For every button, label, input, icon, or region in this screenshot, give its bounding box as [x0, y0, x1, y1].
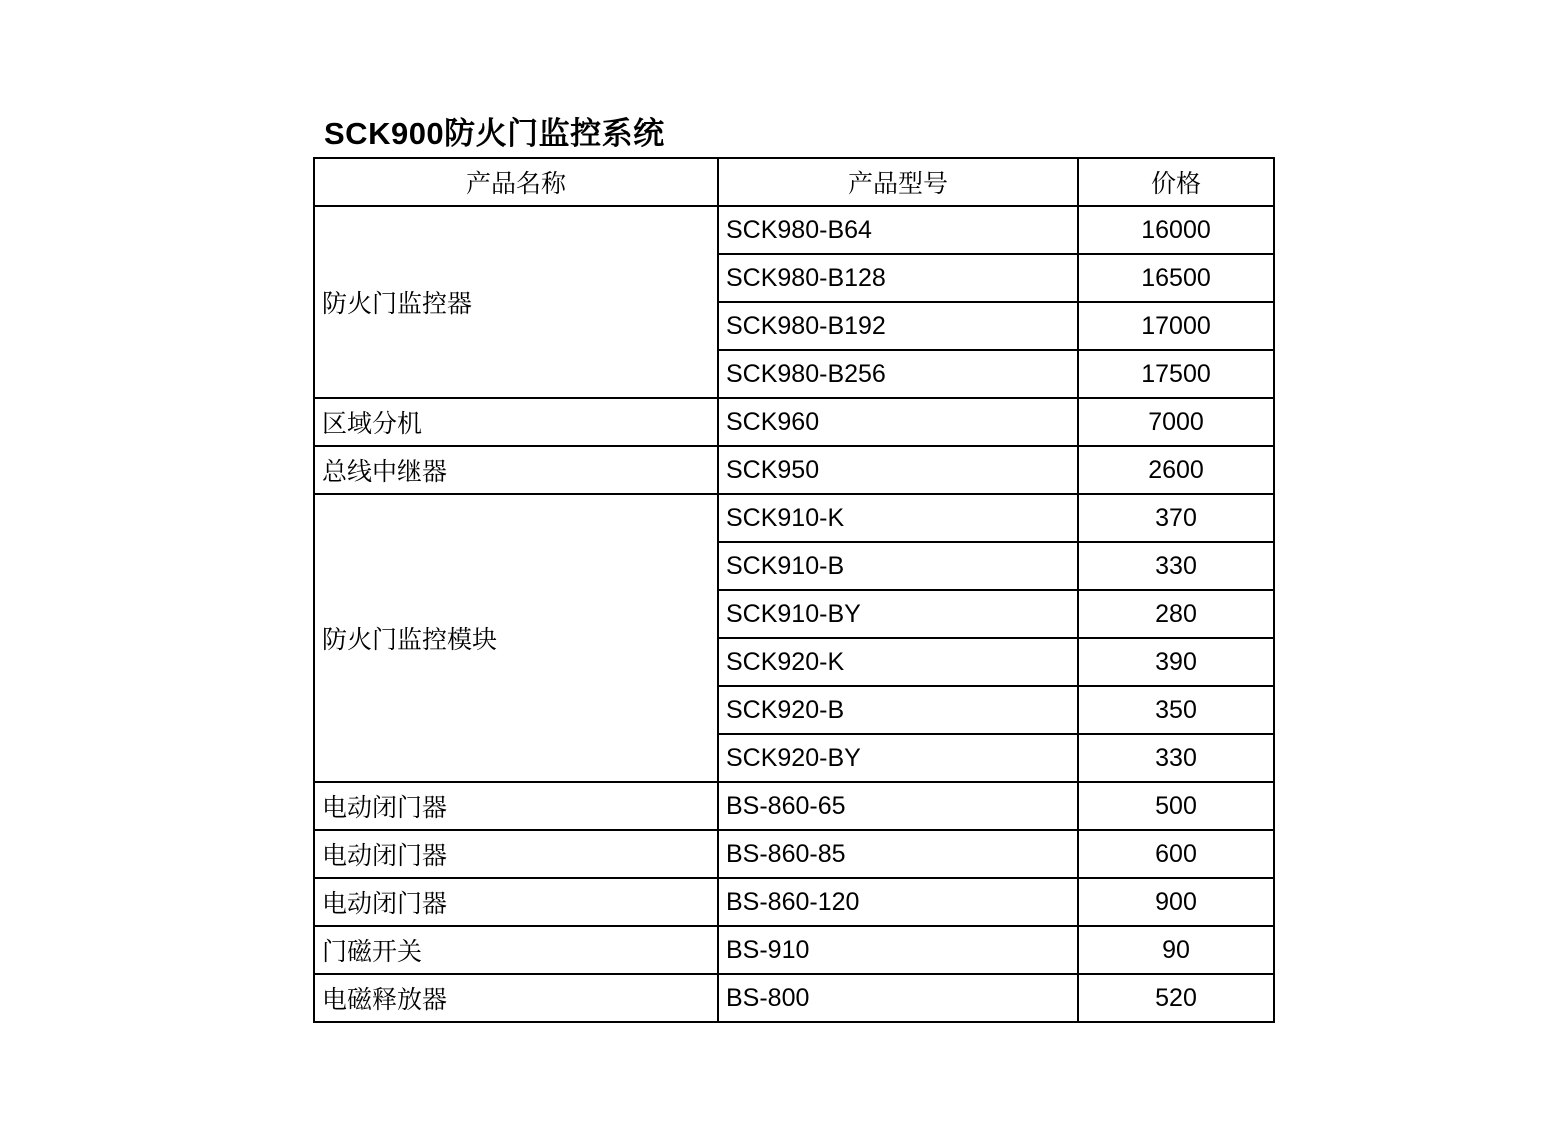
- product-model-cell: SCK920-BY: [718, 734, 1078, 782]
- product-price-cell: 16500: [1078, 254, 1274, 302]
- product-model-cell: BS-910: [718, 926, 1078, 974]
- table-row: [314, 974, 1274, 1022]
- table-row: [314, 206, 1274, 254]
- product-price-cell: 370: [1078, 494, 1274, 542]
- table-row: [314, 926, 1274, 974]
- product-name-cell: 区域分机: [314, 398, 718, 446]
- product-model-cell: SCK980-B192: [718, 302, 1078, 350]
- product-price-cell: 390: [1078, 638, 1274, 686]
- product-price-cell: 280: [1078, 590, 1274, 638]
- product-model-cell: SCK980-B128: [718, 254, 1078, 302]
- header-price: 价格: [1078, 158, 1274, 206]
- product-price-cell: 90: [1078, 926, 1274, 974]
- table-row: [314, 398, 1274, 446]
- product-price-cell: 16000: [1078, 206, 1274, 254]
- price-table: [313, 157, 1275, 1023]
- table-row: [314, 446, 1274, 494]
- product-model-cell: SCK910-K: [718, 494, 1078, 542]
- product-name-cell: 电磁释放器: [314, 974, 718, 1022]
- product-name-cell: 总线中继器: [314, 446, 718, 494]
- table-row: [314, 878, 1274, 926]
- product-model-cell: SCK920-B: [718, 686, 1078, 734]
- product-model-cell: SCK980-B256: [718, 350, 1078, 398]
- product-price-cell: 17000: [1078, 302, 1274, 350]
- product-price-cell: 2600: [1078, 446, 1274, 494]
- product-model-cell: BS-860-85: [718, 830, 1078, 878]
- product-price-cell: 17500: [1078, 350, 1274, 398]
- product-price-cell: 600: [1078, 830, 1274, 878]
- header-product-model: 产品型号: [718, 158, 1078, 206]
- product-name-cell: 电动闭门器: [314, 878, 718, 926]
- product-price-cell: 500: [1078, 782, 1274, 830]
- table-row: [314, 782, 1274, 830]
- product-name-cell: 防火门监控器: [314, 206, 718, 398]
- product-price-cell: 330: [1078, 542, 1274, 590]
- product-price-cell: 900: [1078, 878, 1274, 926]
- product-model-cell: SCK920-K: [718, 638, 1078, 686]
- product-name-cell: 门磁开关: [314, 926, 718, 974]
- table-row: [314, 830, 1274, 878]
- product-model-cell: SCK910-B: [718, 542, 1078, 590]
- header-product-name: 产品名称: [314, 158, 718, 206]
- product-price-cell: 330: [1078, 734, 1274, 782]
- table-row: [314, 494, 1274, 542]
- price-table-body: [314, 206, 1274, 1022]
- page-title: SCK900防火门监控系统: [324, 116, 665, 151]
- product-name-cell: 电动闭门器: [314, 782, 718, 830]
- product-model-cell: SCK960: [718, 398, 1078, 446]
- header-row: [314, 158, 1274, 206]
- product-name-cell: 防火门监控模块: [314, 494, 718, 782]
- product-model-cell: BS-860-65: [718, 782, 1078, 830]
- price-table-header: [314, 158, 1274, 206]
- product-model-cell: BS-800: [718, 974, 1078, 1022]
- product-price-cell: 520: [1078, 974, 1274, 1022]
- product-model-cell: SCK910-BY: [718, 590, 1078, 638]
- product-name-cell: 电动闭门器: [314, 830, 718, 878]
- product-model-cell: BS-860-120: [718, 878, 1078, 926]
- product-model-cell: SCK950: [718, 446, 1078, 494]
- product-price-cell: 350: [1078, 686, 1274, 734]
- product-model-cell: SCK980-B64: [718, 206, 1078, 254]
- product-price-cell: 7000: [1078, 398, 1274, 446]
